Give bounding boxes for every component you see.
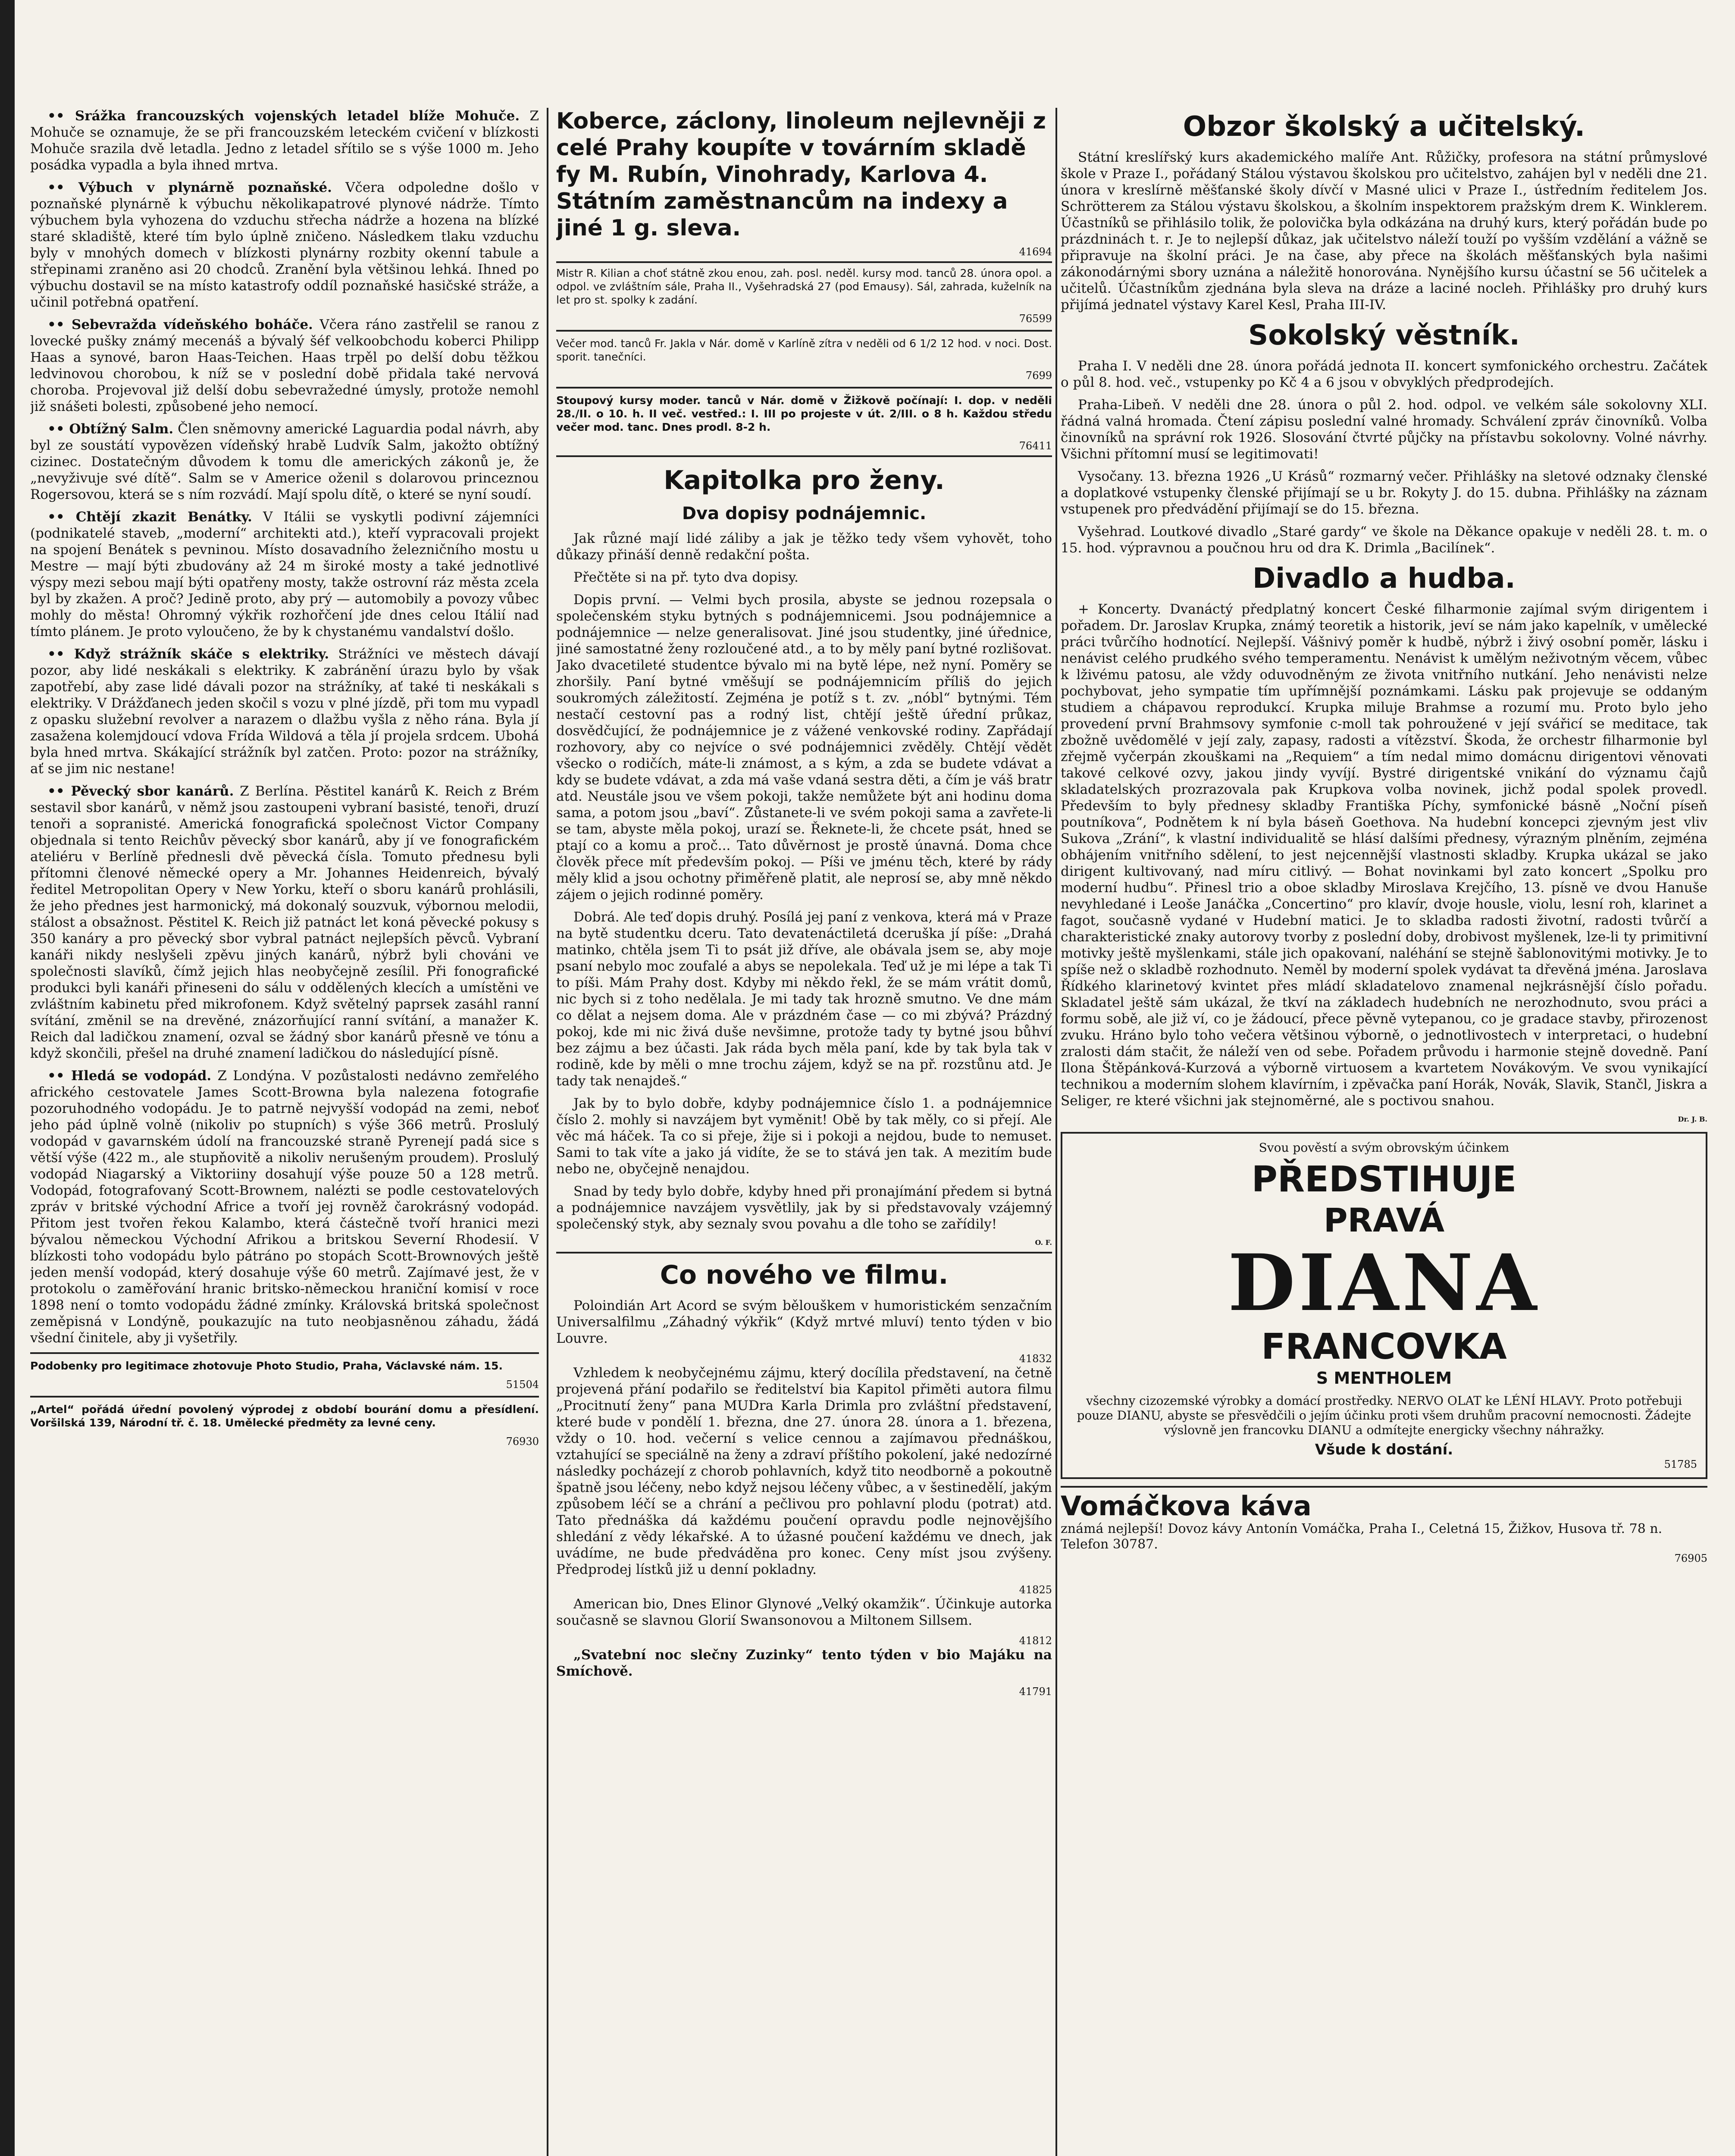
ad-number: 76599 xyxy=(1019,313,1052,325)
ad-number: 76411 xyxy=(1019,440,1052,452)
sokol-body xyxy=(1061,358,1707,556)
column-rule xyxy=(1055,108,1057,2156)
news-item-text: Z Londýna. V pozůstalosti nedávno zemřelého afrického cestovatele James Scott-Browna byla nalezena fotografie pozoruhodného vodopádu. Je to patrně nejvyšší vodopád na zemi, neboť jeho pád úplně volně (nikoliv po stupních) s výše 366 metrů. Proslulý vodopád v gavarnském údolí na francouzské straně Pyrenejí padá sice s větší výše (422 m., ale stupňovitě a nikoliv nerušeným proudem). Proslulý vodopád Niagarský a Viktoriiny dosahují výše pouze 50 a 128 metrů. Vodopád, fotografovaný Scott-Brownem, nalézti se podle cestovatelových zpráv v britské východní Africe a tvoří jej rovněž čarokrásný vodopád. Přitom jest tvořen řekou Kalambo, která částečně tvoří hranici mezi bývalou německou Východní Afrikou a britskou Severní Rhodesií. V blízkosti toho vodopádu bylo pátráno po stopách Scott-Brownových ještě jeden menší vodopád, který dosahuje výše 60 metrů. Zajímavé jest, že v protokolu o zaměřování hranic britsko-německou hraniční komisí v roce 1898 není o tomto vodopádu žádné zmínky. Královská britská společnost zeměpisná v Londýně, poukazujíc na tuto neobjasněnou záhadu, žádá všední činitele, aby ji vyšetřily. xyxy=(30,1068,539,1346)
sokol-paragraph: Vysočany. 13. března 1926 „U Krásů“ rozmarný večer. Přihlášky na sletové odznaky členské a doplatkové vstupenky členské přijímají se u br. Rokyty J. do 15. dubna. Přihlášky na záznam vstupenek pro předvádění přijímají se do 15. března. xyxy=(1061,469,1707,517)
divider xyxy=(556,330,1052,332)
ad-brand: Vomáčkova káva xyxy=(1061,1490,1312,1522)
ad-photo-studio xyxy=(30,1359,539,1391)
film-zuzinka: „Svatební noc slečny Zuzinky“ tento týden v bio Majáku na Smíchově. xyxy=(556,1647,1052,1679)
ad-line: S MENTHOLEM xyxy=(1316,1369,1452,1388)
ad-number: 76930 xyxy=(506,1435,539,1448)
ad-text: Večer mod. tanců Fr. Jakla v Nár. domě v Karlíně zítra v neděli od 6 1/2 12 hod. v noci. Dost. sporit. tanečníci. xyxy=(556,337,1052,363)
section-title-obzor: Obzor školský a učitelský. xyxy=(1183,111,1585,143)
film-paragraph: Poloindián Art Acord se svým bělouškem v humoristickém senzačním Universalfilmu „Záhadný výkřik“ (Když mrtvé mluví) tento týden v bio Louvre. xyxy=(556,1298,1052,1346)
divider xyxy=(30,1352,539,1354)
news-item-text: Člen sněmovny americké Laguardia podal návrh, aby byl ze soustátí vypovězen vídeňský hrabě Ludvík Salm, jakožto obtížný cizinec. Dostatečným důvodem k tomu dle amerických zákonů je, že „nevyživuje své dítě“. Salm se v Americe oženil s dolarovou princeznou Rogersovou, která se s ním rozvádí. Mají spolu dítě, o které se nyní soudí. xyxy=(30,421,539,502)
news-item xyxy=(30,421,539,503)
ad-artel xyxy=(30,1403,539,1448)
ad-number: 41694 xyxy=(1019,246,1052,258)
kapitolka-paragraph: Dopis první. — Velmi bych prosila, abyste se jednou rozepsala o společenském styku bytných s podnájemnicemi. Jsou podnájemnice a podnájemnice — nelze generalisovat. Jiné jsou studentky, jiné úřednice, jiné samostatné ženy rozloučené atd., a to by měly paní bytné rozlišovat. Jako dvacetileté studentce bývalo mi na bytě lépe, než nyní. Poměry se zhoršily. Paní bytné vměšují se podnájemnicím příliš do jejich soukromých záležitostí. Zejména je potíž s t. zv. „nóbl“ bytnými. Tém nestačí cestovní pas a rodný list, chtějí ještě úřední průkaz, dosvědčující, že podnájemnice je z vážené venkovské rodiny. Zapřádají rozhovory, aby co nejvíce o své podnájemnici zvěděly. Chtějí vědět všecko o rodičích, máte-li známost, a s kým, a zda se budete vdávat a kdy se budete vdávat, a zda má vaše vdaná sestra děti, a čím je váš bratr atd. Neustále jsou ve všem pokoji, takže nemůžete být ani hodinu doma sama, a potom jsou „baví“. Zůstanete-li ve svém pokoji sama a zavřete-li se tam, abyste měla pokoj, urazí se. Řeknete-li, že chcete psát, hned se ptají co a komu a proč... Tato důvěrnost je prostě únavná. Doma chce člověk přece mít především pokoj. — Píši ve jménu těch, které by rády měly klid a jsou ochotny přiměřeně platit, ale neprosí se, aby mně někdo zájem o jejich rodinné poměry. xyxy=(556,592,1052,903)
news-item-lead: •• Hledá se vodopád. xyxy=(47,1068,212,1084)
ad-text: Stoupový kursy moder. tanců v Nár. domě v Žižkově počínají: I. dop. v neděli 28./II. o 10. h. II več. vestřed.: I. III po projeste v út. 2/III. o 8 h. Každou středu večer mod. tanc. Dnes prodl. 8-2 h. xyxy=(556,394,1052,433)
ad-brand: DIANA xyxy=(1228,1238,1541,1329)
news-item-lead: •• Obtížný Salm. xyxy=(47,421,174,437)
section-subtitle: Dva dopisy podnájemnic. xyxy=(682,504,927,523)
ad-number: 51785 xyxy=(1664,1458,1697,1470)
section-title-divadlo: Divadlo a hudba. xyxy=(1253,563,1516,595)
news-item-lead: •• Sebevražda vídeňského boháče. xyxy=(47,317,313,332)
ad-text: známá nejlepší! Dovoz kávy Antonín Vomáčka, Praha I., Celetná 15, Žižkov, Husova tř. 78 n. Telefon 30787. xyxy=(1061,1521,1663,1552)
divider xyxy=(30,1396,539,1398)
news-item-lead: •• Chtějí zkazit Benátky. xyxy=(47,509,252,525)
ad-diana-francovka xyxy=(1061,1132,1707,1479)
news-item-lead: •• Když strážník skáče s elektriky. xyxy=(47,646,329,662)
sokol-paragraph: Praha-Libeň. V neděli dne 28. února o půl 2. hod. odpol. ve velkém sále sokolovny XLI. řádná valná hromada. Čtení zápisu poslední valné hromady. Schválení zpráv činovníků. Volba činovníků na správní rok 1926. Slosování čtvrté půjčky na přístavbu sokolovny. Volné návrhy. Všichni přítomní musí se legitimovati! xyxy=(1061,397,1707,462)
news-item xyxy=(30,108,539,173)
ad-text: „Artel“ pořádá úřední povolený výprodej z období bourání domu a přesídlení. Voršilská 139, Národní tř. č. 18. Umělecké předměty za levné ceny. xyxy=(30,1403,539,1429)
sokol-paragraph: Praha I. V neděli dne 28. února pořádá jednota II. koncert symfonického orchestru. Začátek o půl 8. hod. več., vstupenky po Kč 4 a 6 jsou v obvyklých předprodejích. xyxy=(1061,358,1707,390)
news-item-text: V Itálii se vyskytli podivní zájemníci (podnikatelé staveb, „moderní“ architekti atd.), kteří vypracovali projekt na spojení Benátek s pevninou. Místo dosavadního železničního mostu u Mestre — mají býti zbudovány až 24 m široké mosty a také jednotlivé výspy mezi sebou mají býti opatřeny mosty, takže ostrovní ráz města zcela byl by zkažen. A proč? Jedině proto, aby prý — automobily a povozy vůbec mohly do města! Ohromný výkřik rozhořčení jde dnes celou Itálií nad tímto plánem. Je proto vyloučeno, že by k chystanému vandalství došlo. xyxy=(30,509,539,639)
kapitolka-paragraph: Snad by tedy bylo dobře, kdyby hned při pronajímání předem si bytná a podnájemnice navzájem vysvětlily, jak by si představovaly vzájemný společenský styk, aby seznaly svou povahu a dle toho se zařídily! xyxy=(556,1184,1052,1232)
divider xyxy=(556,1252,1052,1253)
news-item xyxy=(30,317,539,415)
signature: Dr. J. B. xyxy=(1678,1115,1707,1123)
film-american-bio: American bio, Dnes Elinor Glynové „Velký okamžik“. Účinkuje autorka současně se slavnou Glorií Swansonovou a Miltonem Sillsem. xyxy=(556,1596,1052,1628)
kapitolka-paragraph: Přečtěte si na př. tyto dva dopisy. xyxy=(573,570,799,585)
ad-number: 7699 xyxy=(1025,370,1052,382)
news-item xyxy=(30,509,539,640)
ad-line: PRAVÁ xyxy=(1323,1201,1445,1239)
ad-number: 41791 xyxy=(1019,1686,1052,1698)
divider xyxy=(556,387,1052,389)
column-rule xyxy=(547,108,548,2156)
ad-number: 41825 xyxy=(1019,1584,1052,1596)
ad-vomackova-kava xyxy=(1061,1486,1707,1564)
column-middle xyxy=(556,108,1052,2156)
divadlo-paragraph: + Koncerty. Dvanáctý předplatný koncert České filharmonie zajímal svým dirigentem i pořadem. Dr. Jaroslav Krupka, známý teoretik a historik, jeví se nám jako kapelník, v umělecké práci tvůrčího hodnotící. Nejlepší. Vášnivý poměr k hudbě, nýbrž i živý osobní poměr, lásku i nenávist celého prudkého svého temperamentu. Nenávist k umělým neživotným věcem, vůbec k lživému patosu, ale vždy oduvodněným ze života vnitřního nutkání. Jeho nenávisti nelze pochybovat, jeho sympatie tím upřímnější poznámkami. Lásku pak projevuje se oddaným studiem a chápavou reprodukcí. Krupka miluje Brahmse a rozumí mu. Proto bylo jeho provedení první Brahmsovy symfonie c-moll tak pohroužené v její svářicí se meditace, tak zbožně uvědomělé v její zaly, zapasy, radosti a vítězství. Škoda, že orchestr filharmonie byl zřejmě vyčerpán zkouškami na „Requiem“ a tím nedal mimo domácnu dirigentovi věnovati takové celkové ozvy, jakou jindy vyvíjí. Bystré dirigentské vnikání do významu čajů skladatelských prozrazovala pak Krupkova volba novinek, jichž podal spolek provedl. Především to byly přednesy skladby Františka Píchy, symfonické básně „Noční píseň poutníkova“, Podnětem k ní byla báseň Goethova. Na hudební koncepci zjevným jest vliv Sukova „Zrání“, k vlastní individualitě se hlásí dalšími přednesy, výrazným plněním, zejména obhájením vnitřního sdělení, to jest nejcennější vlastnosti skladby. Krupka ukázal se jako dirigent kultivovaný, nad míru citlivý. — Bohat novinkami byl zato koncert „Spolku pro moderní hudbu“. Přinesl trio a oboe skladby Miroslava Krejčího, 13. písně ve dvou Hanuše nevyhledané i Leoše Janáčka „Concertino“ pro klavír, dvoje housle, violu, lesní roh, klarinet a fagot, současně vydané v Hudební matici. Je to skladba radosti životní, radosti tvůrčí a charakteristické znaky autorovy tvorby z poslední doby, drobivost myšlenek, lze-li ty primitivní motivky ještě myšlenkami, stále jich opakovaní, naléhání se stejně šablonovitými motivky. Je to spíše než o skladbě rozhodnuto. Neměl by moderní spolek vydávat ta dřevěná jména. Jaroslava Řídkého klarinetový kvintet přes mládí skladatelovo znamenal nejkrásnější číslo pořadu. Skladatel ještě sám ukázal, že tkví na základech hudebních ne nerozhodnuto, svou práci a formu sobě, ale již ví, co je žádoucí, přece pěvně vytepanou, co je gradace stavby, přirozenost zvuku. Hráno bylo toho večera většinou výborně, o jednotlivostech v interpretaci, o hudební zralosti dám stačit, že náleží ven od sebe. Pořadem průvodu i harmonie stejně dovedně. Paní Ilona Štěpánková-Kurzová a výborně virtuosem a kvartetem Novákovým. Ve svou vynikající technikou a moderním slohem klavírním, i zpěvačka paní Horák, Novák, Slavik, Stančl, Jiskra a Seliger, re které všichni jak stejnoměrné, ale s poctivou snahou. xyxy=(1061,602,1707,1109)
ad-line: FRANCOVKA xyxy=(1261,1326,1507,1367)
news-item xyxy=(30,1068,539,1346)
news-item xyxy=(30,646,539,777)
section-title-film: Co nového ve filmu. xyxy=(660,1260,949,1290)
signature: O. F. xyxy=(1035,1238,1052,1247)
news-item-lead: •• Výbuch v plynárně poznaňské. xyxy=(47,180,332,195)
article-list xyxy=(30,108,539,1346)
obzor-paragraph: Státní kreslířský kurs akademického malíře Ant. Růžičky, profesora na státní průmyslové škole v Praze I., pořádaný Stálou výstavou školskou pro učitelstvo, zahájen byl v neděli dne 21. února v kreslírně měšťanské školy dívčí v Masné ulici v Praze I., ústředním ředitelem Jos. Schrötterem za Stálou výstavu školskou, a školním inspektorem pražským drem K. Winklerem. Účastníků se přihlásilo tolik, že polovička byla odkázána na druhý kurs, který pořádán bude po prázdninách t. r. Je to nejlepší důkaz, jak učitelstvo náleží touží po vyšším vzdělání a vážně se připravuje na školní práci. Je na čase, aby přece na školách měšťanských byla našimi zákonodárnými sbory uznána a náležitě honorována. Nynějšího kursu účastní se 56 učitelek a učitelů. Účastníkům zjednána byla sleva na dráze a laciné nocleh. Přihlášky pro druhý kurs přijímá jednatel výstavy Karel Kesl, Praha III-IV. xyxy=(1061,150,1707,313)
ad-text: všechny cizozemské výrobky a domácí prostředky. NERVO OLAT ke LÉNÍ HLAVY. Proto potřebuji pouze DIANU, abyste se přesvědčili o jejím účinku proti všem druhům pracovní nemocnosti. Žádejte výslovně jen francovku DIANU a odmítejte energicky všechny náhražky. xyxy=(1077,1394,1691,1437)
kapitolka-paragraph: Dobrá. Ale teď dopis druhý. Posílá jej paní z venkova, která má v Praze na bytě studentku dceru. Tato devatenáctiletá dceruška jí píše: „Drahá matinko, chtěla jsem Ti to psát již dříve, ale obávala jsem se, aby moje psaní nebylo moc zoufalé a abys se nepolekala. Teď už je mi lépe a tak Ti to píši. Mám Prahy dost. Kdyby mi někdo řekl, že se mám vrátit domů, nic bych si z toho nedělala. Je mi tady tak hrozně smutno. Ve dne mám co dělat a nejsem doma. Ale v prázdném čase — co mi zbývá? Prázdný pokoj, kde mi nic živá duše nevšimne, protože tady ty bytné jsou bůhví bez zájmu a bez účasti. Jak ráda bych měla paní, kde by tak byla tak v rodině, kde by měli o mne trochu zájem, když se na př. rozstůnu atd. Je tady tak nenajdeš.“ xyxy=(556,909,1052,1089)
ad-number: 41832 xyxy=(1019,1353,1052,1365)
ad-number: 76905 xyxy=(1674,1552,1707,1564)
news-item-lead: •• Pěvecký sbor kanárů. xyxy=(47,783,234,799)
column-right xyxy=(1061,108,1707,2156)
news-item-text: Včera ráno zastřelil se ranou z lovecké pušky známý mecenáš a bývalý šéf velkoobchodu koberci Philipp Haas a synové, baron Haas-Teichen. Haas trpěl po delší dobu těžkou ledvinovou chorobou, k níž se v poslední době přidala také nervová choroba. Projevoval již delší dobu sebevražedné úmysly, protože nemohl již snášeti bolesti, způsobené jeho nemocí. xyxy=(30,317,539,414)
section-title-kapitolka: Kapitolka pro ženy. xyxy=(664,465,945,495)
ad-tagline: Všude k dostání. xyxy=(1315,1441,1453,1458)
ad-text: Podobenky pro legitimace zhotovuje Photo Studio, Praha, Václavské nám. 15. xyxy=(30,1360,503,1372)
ad-headline: Koberce, záclony, linoleum nejlevněji z celé Prahy koupíte v továrním skladě fy M. Rubín, Vinohrady, Karlova 4. Státním zaměstnancům na indexy a jiné 1 g. sleva. xyxy=(556,108,1046,241)
ad-text: Mistr R. Kilian a choť státně zkou enou, zah. posl. neděl. kursy mod. tanců 28. února opol. a odpol. ve zvláštním sále, Praha II., Vyšehradská 27 (pod Emausy). Sál, zahrada, kuželník na let pro st. spolky k zadání. xyxy=(556,267,1052,306)
news-item xyxy=(30,179,539,310)
news-item-text: Z Mohuče se oznamuje, že se při francouzském leteckém cvičení v blízkosti Mohuče srazila dvě letadla. Jedno z letadel sřítilo se s výše 1000 m. Jeho posádka vypadla a byla ihned mrtva. xyxy=(30,108,539,173)
news-item-text: Z Berlína. Pěstitel kanárů K. Reich z Brém sestavil sbor kanárů, v němž jsou zastoupeni vybraní basisté, tenoři, druzí tenoři a sopranisté. Americká fonografická společnost Victor Company objednala si tento Reichův pěvecký sbor kanárů, aby jí ve fonografickém ateliéru v Berlíně přednesli dvě pěvecká čísla. Tomuto přednesu byli přítomni členové německé opery a Mr. Johannes Heidenreich, bývalý ředitel Metropolitan Opery v New Yorku, kteří o sboru kanárů prohlásili, že jeho přednes jest harmonický, má dokonalý souzvuk, výbornou melodii, stálost a obsažnost. Pěstitel K. Reich již patnáct let koná pěvecké pokusy s 350 kanáry a pro pěvecký sbor vybral patnáct nejlepších pěvců. Vybraní kanáři nikdy neslyšeli zpěvu jiných kanárů, nýbrž byli chováni ve společnosti slavíků, čímž jejich hlas neobyčejně zesílil. Při fonografické produkci byli kanáři přineseni do sálu v oddělených klecích a umístěni ve zvláštním kabinetu před mikrofonem. Když světelný paprsek zasáhl ranní svítání, změnil se na drevěné, znázorňující ranní svítání, a manažer K. Reich dal ladičkou znamení, ozval se žádný sbor kanárů přesně ve tónu a když skončili, přešel na druhé znamení ladičkou do následující písně. xyxy=(30,783,539,1061)
kapitolka-paragraph: Jak by to bylo dobře, kdyby podnájemnice číslo 1. a podnájemnice číslo 2. mohly si navzájem byt vyměnit! Obě by tak měly, co si přejí. Ale věc má háček. Ta co si přeje, žije si i pokoji a nejdou, bude to nemuset. Sami to tak víte a jako já vidíte, že se to stává jen tak. A mezitím bude nebo ne, obyčejně nenajdou. xyxy=(556,1096,1052,1177)
news-item-text: Strážníci ve městech dávají pozor, aby lidé neskákali s elektriky. K zabránění úrazu bylo by však zapotřebí, aby zase lidé dávali pozor na strážníky, ať také ti neskákali s elektriky. V Drážďanech jeden skočil s vozu v plné jízdě, při tom mu vypadl z opasku služební revolver a narazem o dlažbu vyšla z něho rána. Byla jí zasažena kolemjdoucí vdova Frída Wildová a těla jí projela srdcem. Ubohá byla hned mrtva. Skákající strážník byl zatčen. Proto: pozor na strážníky, ať se jim nic nestane! xyxy=(30,646,539,777)
news-item-lead: •• Srážka francouzských vojenských letadel blíže Mohuče. xyxy=(47,108,520,124)
page-edge-shadow xyxy=(0,0,15,2156)
section-title-sokol: Sokolský věstník. xyxy=(1248,320,1520,351)
small-ads xyxy=(556,261,1052,457)
ad-intro: Svou pověstí a svým obrovským účinkem xyxy=(1259,1141,1510,1155)
news-item xyxy=(30,783,539,1062)
kapitolka-body xyxy=(556,530,1052,1232)
ad-line: PŘEDSTIHUJE xyxy=(1251,1159,1517,1200)
ad-number: 51504 xyxy=(506,1379,539,1391)
film-paragraph: Vzhledem k neobyčejnému zájmu, který docílila představení, na četně projevená přání podařilo se ředitelství bia Kapitol přiměti autora filmu „Procitnutí ženy“ pana MUDra Karla Drimla pro zvláštní představení, které bude v pondělí 1. března, dne 27. února 28. února a 1. březena, vždy o 10. hod. večerní s velice cennou a zajímavou přednáškou, vztahující se speciálně na ženy a zdraví příštího pokolení, jaké nedozírné následky pocházejí z chorob pohlavních, když tito neodborně a pokoutně špatně jsou léčeny, nebo když nejsou léčeny vůbec, a v šestinedělí, jakým způsobem léčí se a chrání a pečlivou pro pohlavní plodu (potrat) atd. Tato přednáška dá každému poučení opravdu podle nejnovějšího shledání z vědy lékařské. A to úžasné poučení každému ve dnech, jak uvádíme, ne bude předváděna pro konec. Ceny míst jsou zvýšeny. Předprodej lístků již u denní pokladny. xyxy=(556,1365,1052,1577)
column-left xyxy=(30,108,539,2156)
news-item-text: Včera odpoledne došlo v poznaňské plynárně k výbuchu několikapatrové plynové nádrže. Tímto výbuchem byla vyhozena do vzduchu střecha nádrže a hozena na blízké staré skladiště, které tím bylo úplně zničeno. Následkem tlaku vzduchu byly v mnohých domech v blízkosti plynárny rozbity okenní tabule a střepinami zraněno asi 20 chodců. Zranění byla většinou lehká. Ihned po výbuchu dostavil se na místo katastrofy oddíl poznaňské hasičské stráže, a učinil potřebná opatření. xyxy=(30,180,539,310)
ad-number: 41812 xyxy=(1019,1635,1052,1647)
sokol-paragraph: Vyšehrad. Loutkové divadlo „Staré gardy“ ve škole na Děkance opakuje v neděli 28. t. m. o 15. hod. výpravnou a poučnou hru od drа K. Drimla „Bacilínek“. xyxy=(1061,524,1707,556)
kapitolka-paragraph: Jak různé mají lidé záliby a jak je těžko tedy všem vyhovět, toho důkazy přináší denně redakční pošta. xyxy=(556,531,1052,563)
ad-koberce xyxy=(556,108,1052,258)
